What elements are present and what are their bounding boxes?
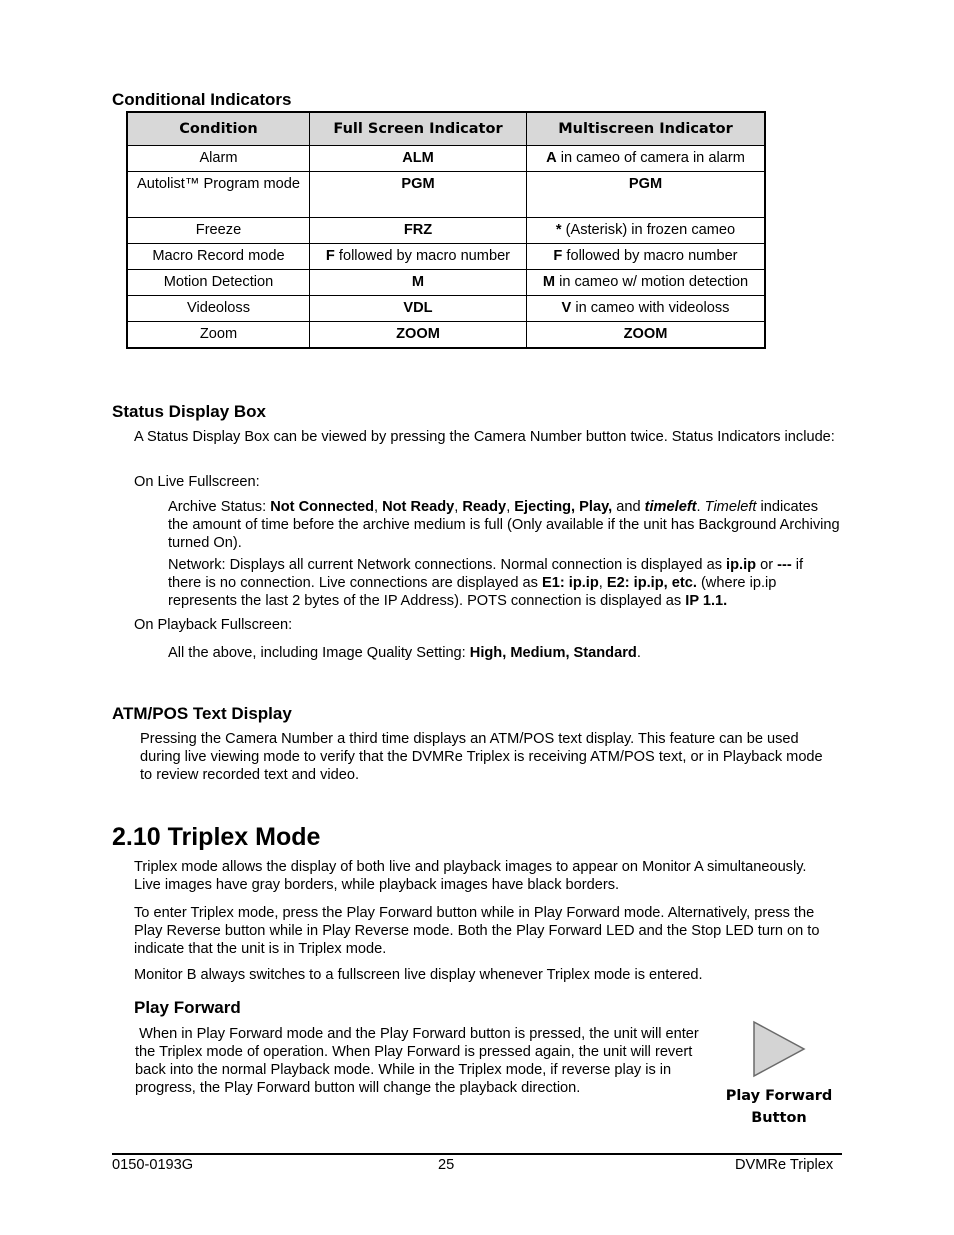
archive-dot: .: [696, 499, 705, 515]
cell-full: [310, 296, 527, 322]
cell-multi: [527, 244, 766, 270]
playback-fullscreen-label: On Playback Fullscreen:: [134, 617, 293, 633]
status-intro: A Status Display Box can be viewed by pressing the Camera Number button twice. Status Indicators include:: [134, 429, 835, 445]
footer-divider: [112, 1153, 842, 1155]
conditional-indicators-heading: Conditional Indicators: [112, 90, 292, 109]
cell-condition: Freeze: [127, 218, 310, 244]
cell-condition: Autolist™ Program mode: [127, 172, 310, 218]
cell-multi-rest: in cameo with videoloss: [571, 300, 730, 316]
triplex-paragraph-1: Triplex mode allows the display of both live and playback images to appear on Monitor A simultaneously. Live images have gray borders, while playback images have black borders.: [134, 859, 807, 893]
cell-multi-bold: ZOOM: [623, 326, 668, 342]
cell-multi: [527, 296, 766, 322]
table-row: [127, 172, 765, 218]
cell-condition: Videoloss: [127, 296, 310, 322]
play-forward-text: When in Play Forward mode and the Play Forward button is pressed, the unit will enter the Triplex mode of operation. When Play Forward is pressed again, the unit will revert back into the normal Playback mode. While in the Triplex mode, if reverse play is in progress, the Play Forward button will change the playback direction.: [135, 1026, 703, 1096]
cell-multi-bold: F: [553, 248, 563, 264]
cell-multi-bold: *: [555, 222, 562, 238]
cell-full-value: ZOOM: [396, 326, 440, 342]
triplex-paragraph-3: Monitor B always switches to a fullscreen live display whenever Triplex mode is entered.: [134, 967, 703, 983]
network-ip: ip.ip: [726, 557, 757, 573]
header-multiscreen: Multiscreen Indicator: [527, 112, 766, 146]
cell-multi: [527, 146, 766, 172]
cell-condition: Macro Record mode: [127, 244, 310, 270]
cell-full: [310, 322, 527, 349]
network-dash: ---: [777, 557, 792, 573]
cell-full-value: M: [411, 274, 425, 290]
cell-full: [310, 146, 527, 172]
play-triangle-icon: [752, 1020, 808, 1080]
archive-ready: Ready: [462, 499, 507, 515]
cell-condition: Zoom: [127, 322, 310, 349]
footer-product: DVMRe Triplex: [735, 1157, 834, 1173]
network-or: or: [756, 557, 778, 573]
cell-full-value: ALM: [402, 150, 434, 166]
quality-prefix: All the above, including Image Quality Setting:: [168, 645, 470, 661]
network-ip11: IP 1.1.: [685, 593, 728, 609]
cell-multi-bold: M: [542, 274, 556, 290]
archive-not-ready: Not Ready: [382, 499, 455, 515]
archive-and: and: [612, 499, 645, 515]
live-fullscreen-label: On Live Fullscreen:: [134, 474, 260, 490]
archive-prefix: Archive Status:: [168, 499, 271, 515]
cell-multi-rest: followed by macro number: [562, 248, 738, 264]
table-header-row: [127, 112, 765, 146]
archive-status-text: [168, 498, 840, 552]
cell-full-value: VDL: [403, 300, 433, 316]
atm-pos-text: Pressing the Camera Number a third time displays an ATM/POS text display. This feature can be used during live viewing mode to verify that the DVMRe Triplex is receiving ATM/POS text, or in Playback mode to review recorded text and video.: [140, 731, 823, 783]
cell-multi-rest: (Asterisk) in frozen cameo: [561, 222, 736, 238]
cell-multi: [527, 218, 766, 244]
cell-multi: [527, 270, 766, 296]
header-condition: Condition: [127, 112, 310, 146]
cell-full: [310, 218, 527, 244]
archive-sep: ,: [373, 499, 383, 515]
triplex-paragraph-2: To enter Triplex mode, press the Play Forward button while in Play Forward mode. Alternatively, press the Play Reverse button while in Play Reverse mode. Both the Play Forward LED and the Stop LED turn on to indicate that the unit is in Triplex mode.: [134, 905, 820, 957]
cell-full-rest: followed by macro number: [334, 248, 511, 264]
cell-multi: [527, 322, 766, 349]
cell-full: [310, 270, 527, 296]
cell-multi-rest: in cameo w/ motion detection: [555, 274, 749, 290]
header-full-screen: Full Screen Indicator: [310, 112, 527, 146]
network-e2: E2: ip.ip, etc.: [606, 575, 697, 591]
triplex-mode-title: 2.10 Triplex Mode: [112, 823, 321, 851]
cell-full: [310, 244, 527, 270]
table-row: [127, 218, 765, 244]
cell-multi-bold: PGM: [628, 176, 663, 192]
network-prefix: Network: Displays all current Network connections. Normal connection is displayed as: [168, 557, 727, 573]
caption-line-2: Button: [751, 1110, 807, 1126]
archive-timeleft-italic: Timeleft: [704, 499, 757, 515]
cell-full-value: PGM: [401, 176, 435, 192]
table-row: [127, 296, 765, 322]
archive-ejecting-play: Ejecting, Play,: [514, 499, 613, 515]
table-row: [127, 244, 765, 270]
table-row: [127, 322, 765, 349]
network-e1: E1: ip.ip: [542, 575, 599, 591]
quality-values: High, Medium, Standard: [469, 645, 637, 661]
table-row: [127, 270, 765, 296]
atm-pos-heading: ATM/POS Text Display: [112, 704, 292, 723]
cell-full: [310, 172, 527, 218]
footer-doc-number: 0150-0193G: [112, 1157, 194, 1173]
footer-page-number: 25: [438, 1157, 455, 1173]
cell-full-bold: F: [325, 248, 335, 264]
conditional-indicators-table: [126, 111, 766, 349]
archive-timeleft: timeleft: [644, 499, 697, 515]
cell-multi-bold: A: [546, 150, 557, 166]
status-display-box-heading: Status Display Box: [112, 402, 266, 421]
archive-not-connected: Not Connected: [270, 499, 374, 515]
network-comma: ,: [598, 575, 607, 591]
cell-condition: Motion Detection: [127, 270, 310, 296]
archive-sep: ,: [454, 499, 463, 515]
network-mid: if there is no connection. Live connections are displayed as: [168, 557, 804, 591]
cell-condition: Alarm: [127, 146, 310, 172]
cell-multi-bold: V: [561, 300, 572, 316]
play-forward-button-caption: [714, 1085, 844, 1129]
image-quality-text: [168, 644, 840, 662]
archive-rest: indicates the amount of time before the archive medium is full (Only available if the unit has Background Archiving turned On).: [168, 499, 840, 551]
archive-sep: ,: [506, 499, 515, 515]
caption-line-1: Play Forward: [725, 1088, 833, 1104]
quality-end: .: [636, 645, 641, 661]
play-forward-heading: Play Forward: [134, 998, 241, 1017]
network-status-text: [168, 556, 840, 610]
cell-multi-rest: in cameo of camera in alarm: [556, 150, 745, 166]
table-row: [127, 146, 765, 172]
cell-multi: [527, 172, 766, 218]
network-mid2: (where ip.ip represents the last 2 bytes of the IP Address). POTS connection is displayed as: [168, 575, 777, 609]
cell-full-value: FRZ: [403, 222, 433, 238]
